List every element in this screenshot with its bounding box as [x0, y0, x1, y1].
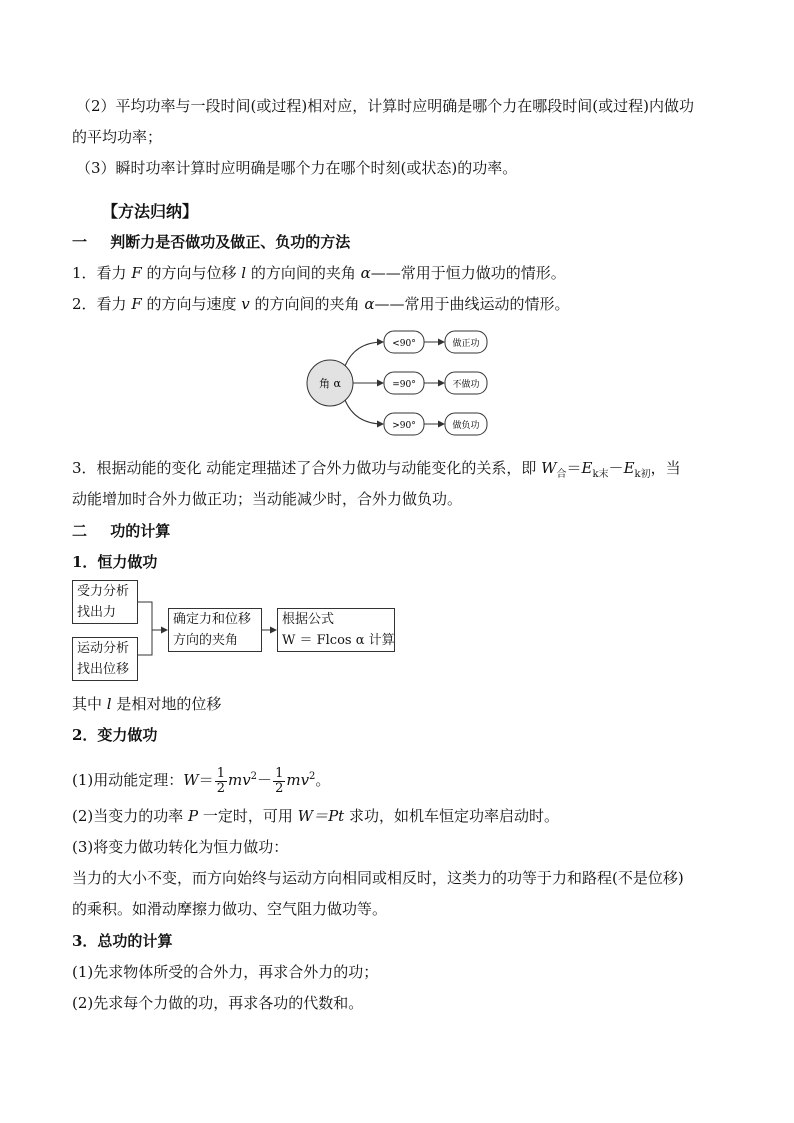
flow-box-force: 受力分析 找出力 [72, 580, 138, 624]
section-title: 【方法归纳】 [102, 202, 199, 221]
result-label: 做负功 [452, 421, 480, 431]
result-label: 不做功 [452, 380, 480, 390]
subheading: 3．总功的计算 [72, 932, 173, 950]
text-line: (2)先求每个力做的功，再求各功的代数和。 [72, 994, 364, 1012]
heading-number: 一 [72, 233, 88, 251]
condition-label: >90° [392, 421, 416, 431]
text-line: 的乘积。如滑动摩擦力做功、空气阻力做功等。 [72, 900, 388, 918]
text-line: 动能增加时合外力做正功；当动能减少时，合外力做负功。 [72, 490, 463, 508]
variable-force-2: (2)当变力的功率 P 一定时，可用 W＝Pt 求功，如机车恒定功率启动时。 [72, 807, 559, 825]
heading-1 [72, 232, 350, 252]
flow-box-motion: 运动分析 找出位移 [72, 637, 138, 681]
text-line: 当力的大小不变，而方向始终与运动方向相同或相反时，这类力的功等于力和路程(不是位移) [72, 869, 684, 887]
heading-2 [72, 521, 170, 541]
flow-connectors [0, 575, 794, 695]
subheading: 2．变力做功 [72, 726, 158, 744]
condition-label: <90° [392, 339, 416, 349]
method-2: 2．看力 F 的方向与速度 v 的方向间的夹角 α——常用于曲线运动的情形。 [72, 295, 570, 313]
flow-box-angle: 确定力和位移 方向的夹角 [168, 608, 262, 652]
text-line: （2）平均功率与一段时间(或过程)相对应，计算时应明确是哪个力在哪段时间(或过程)内做功 [76, 97, 694, 115]
branch-arrow [345, 342, 383, 366]
text-line: (1)先求物体所受的合外力，再求合外力的功； [72, 963, 379, 981]
method-3: 3．根据动能的变化 动能定理描述了合外力做功与动能变化的关系，即 $W_合=E_{k末}-E_{k初}$，当 [72, 459, 681, 480]
branch-arrow [345, 400, 383, 424]
heading-number: 二 [72, 522, 88, 540]
angle-center-label: 角 α [319, 377, 341, 390]
heading-text: 功的计算 [110, 522, 171, 540]
fraction: $\frac{1}{2}$ [275, 765, 284, 796]
flow-connector [138, 602, 152, 655]
result-label: 做正功 [452, 339, 480, 349]
flow-box-formula: 根据公式 W ＝ Flcos α 计算 [277, 608, 395, 652]
heading-text: 判断力是否做功及做正、负功的方法 [110, 233, 351, 251]
text-line: （3）瞬时功率计算时应明确是哪个力在哪个时刻(或状态)的功率。 [76, 159, 518, 177]
subheading: 1．恒力做功 [72, 553, 158, 571]
method-1: 1．看力 F 的方向与位移 l 的方向间的夹角 α——常用于恒力做功的情形。 [72, 264, 566, 282]
text-line: 其中 l 是相对地的位移 [72, 695, 222, 713]
text-line: 的平均功率； [72, 128, 163, 146]
condition-label: =90° [392, 380, 416, 390]
fraction: $\frac{1}{2}$ [216, 765, 225, 796]
angle-diagram [0, 328, 794, 458]
variable-force-1: (1)用动能定理：W＝ $\frac{1}{2}$ $mv^2-$ $\frac{1}{2}$ $mv^2$。 [72, 765, 331, 796]
variable-force-3: (3)将变力做功转化为恒力做功： [72, 838, 289, 856]
